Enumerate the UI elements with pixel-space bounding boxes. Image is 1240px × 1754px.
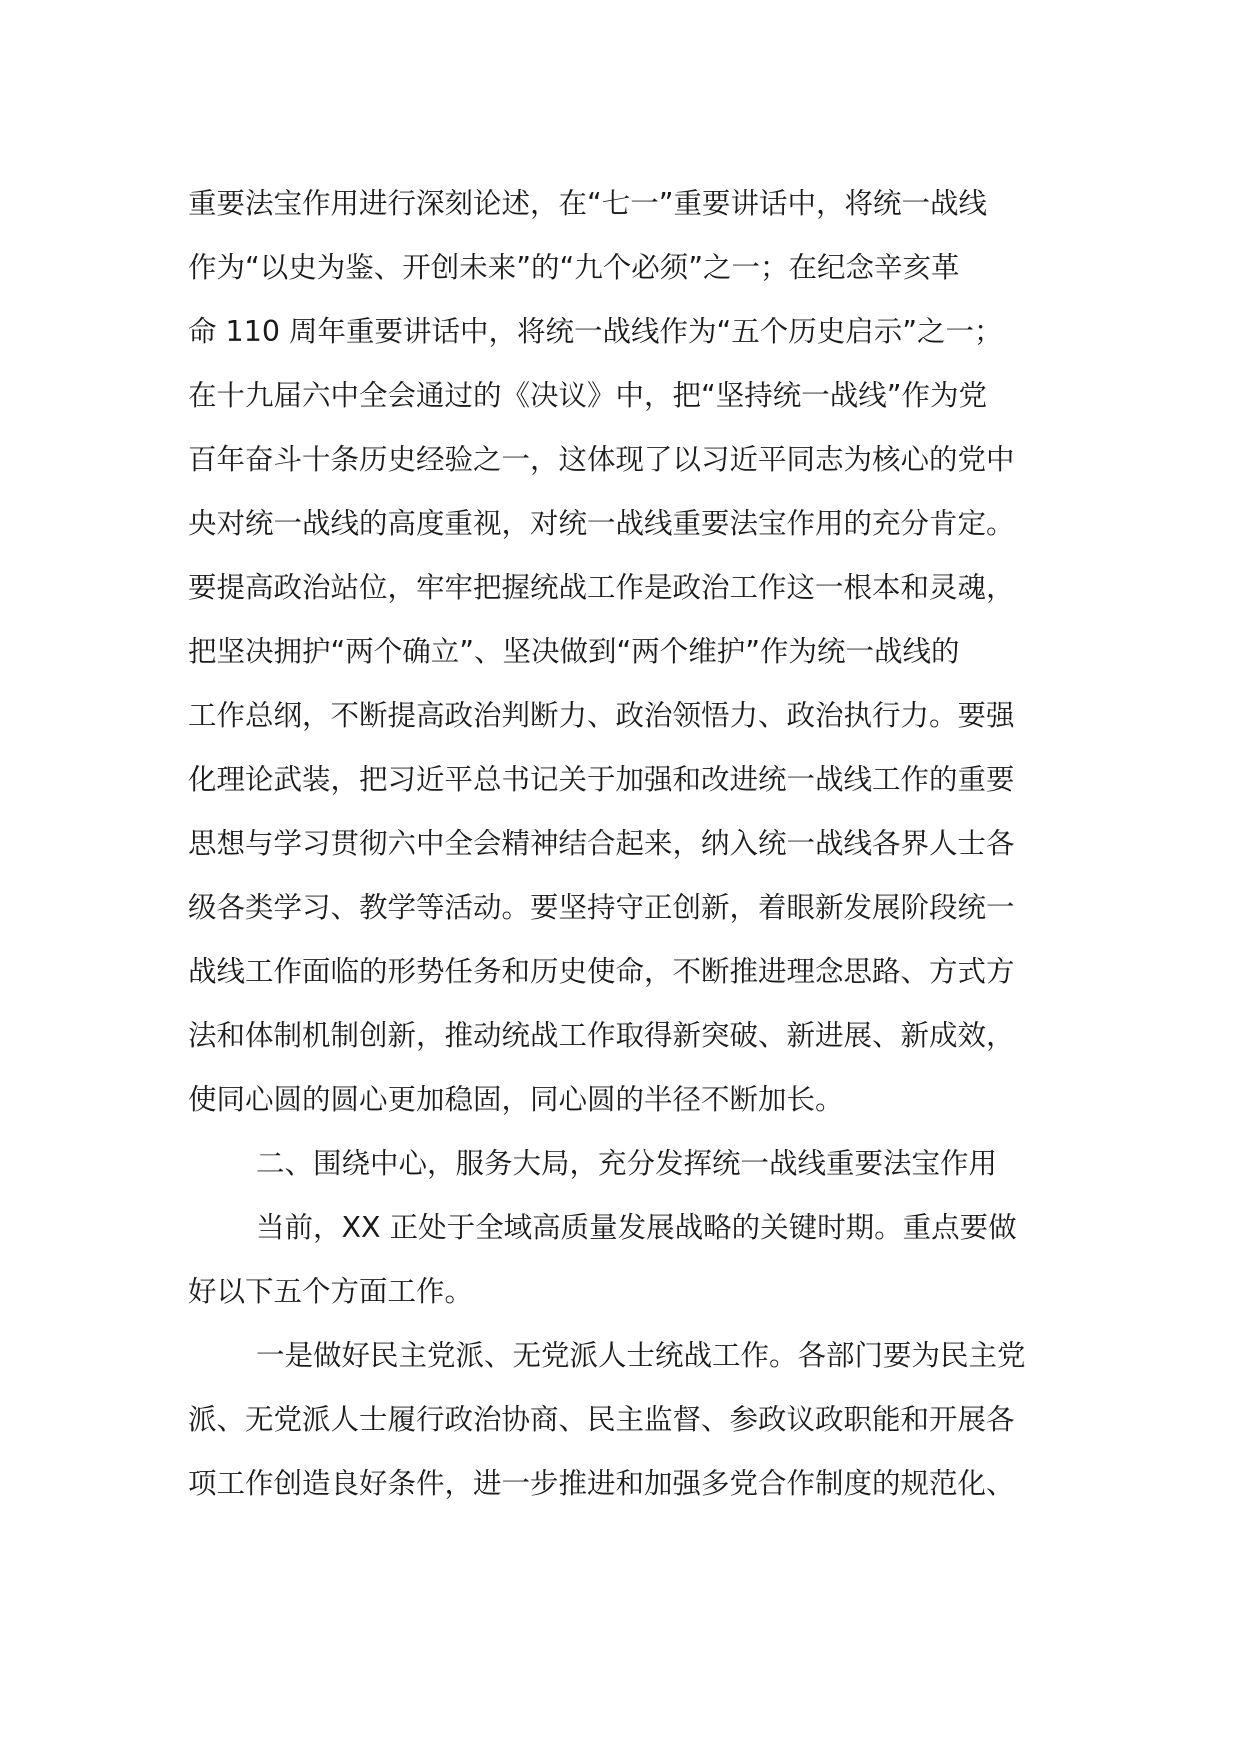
paragraph-line: 派、无党派人士履行政治协商、民主监督、参政议政职能和开展各 [188, 1403, 1015, 1436]
paragraph-line: 项工作创造良好条件，进一步推进和加强多党合作制度的规范化、 [188, 1467, 1015, 1500]
paragraph-line: 把坚决拥护“两个确立”、坚决做到“两个维护”作为统一战线的 [188, 635, 960, 668]
paragraph-line: 要提高政治站位，牢牢把握统战工作是政治工作这一根本和灵魂， [188, 571, 1015, 604]
paragraph-line: 思想与学习贯彻六中全会精神结合起来，纳入统一战线各界人士各 [188, 827, 1015, 860]
paragraph-line: 当前，XX 正处于全域高质量发展战略的关键时期。重点要做 [256, 1211, 1017, 1244]
paragraph-line: 重要法宝作用进行深刻论述，在“七一”重要讲话中，将统一战线 [188, 187, 988, 220]
paragraph-line: 法和体制机制创新，推动统战工作取得新突破、新进展、新成效， [188, 1019, 1015, 1052]
paragraph-line: 级各类学习、教学等活动。要坚持守正创新，着眼新发展阶段统一 [188, 891, 1015, 924]
section-heading: 二、围绕中心，服务大局，充分发挥统一战线重要法宝作用 [256, 1147, 998, 1180]
paragraph-line: 在十九届六中全会通过的《决议》中，把“坚持统一战线”作为党 [188, 379, 988, 412]
paragraph-line: 工作总纲，不断提高政治判断力、政治领悟力、政治执行力。要强 [188, 699, 1015, 732]
paragraph-line: 作为“以史为鉴、开创未来”的“九个必须”之一；在纪念辛亥革 [188, 251, 960, 284]
document-body [188, 172, 1068, 1516]
paragraph-line: 好以下五个方面工作。 [188, 1275, 474, 1308]
paragraph-line: 一是做好民主党派、无党派人士统战工作。各部门要为民主党 [256, 1339, 1026, 1372]
paragraph-line: 战线工作面临的形势任务和历史使命，不断推进理念思路、方式方 [188, 955, 1015, 988]
paragraph-line: 央对统一战线的高度重视，对统一战线重要法宝作用的充分肯定。 [188, 507, 1015, 540]
paragraph-line: 百年奋斗十条历史经验之一，这体现了以习近平同志为核心的党中 [188, 443, 1015, 476]
paragraph-line: 化理论武装，把习近平总书记关于加强和改进统一战线工作的重要 [188, 763, 1015, 796]
paragraph-line: 命 110 周年重要讲话中，将统一战线作为“五个历史启示”之一； [188, 315, 1003, 348]
paragraph-line: 使同心圆的圆心更加稳固，同心圆的半径不断加长。 [188, 1083, 844, 1116]
